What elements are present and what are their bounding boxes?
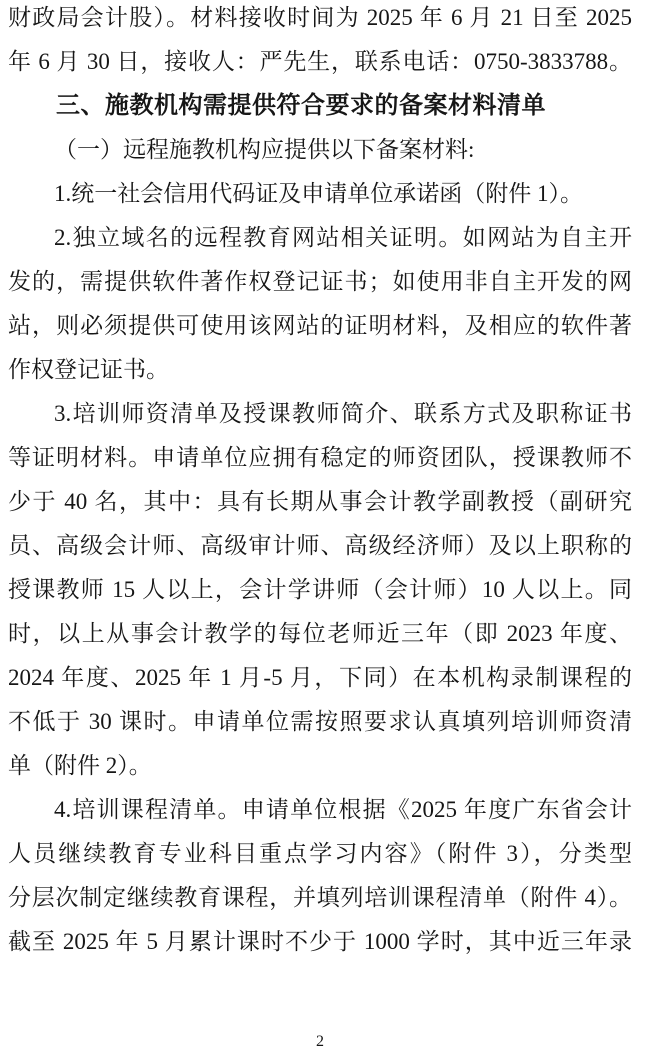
doc-line: 单（附件 2）。 [8,753,152,778]
doc-line: 2.独立域名的远程教育网站相关证明。如网站为自主开 [54,225,632,250]
sub-heading: （一）远程施教机构应提供以下备案材料: [54,137,475,162]
doc-line: 4.培训课程清单。申请单位根据《2025 年度广东省会计 [54,797,632,822]
doc-line: 不低于 30 课时。申请单位需按照要求认真填列培训师资清 [8,709,632,734]
doc-line: 3.培训师资清单及授课教师简介、联系方式及职称证书 [54,401,632,426]
doc-line: 分层次制定继续教育课程，并填列培训课程清单（附件 4）。 [8,885,632,910]
doc-line: 员、高级会计师、高级审计师、高级经济师）及以上职称的 [8,533,632,558]
doc-line: 等证明材料。申请单位应拥有稳定的师资团队，授课教师不 [8,445,632,470]
doc-line: 1.统一社会信用代码证及申请单位承诺函（附件 1）。 [54,181,583,206]
doc-line: 年 6 月 30 日，接收人：严先生，联系电话：0750-3833788。 [8,49,632,74]
doc-line: 站，则必须提供可使用该网站的证明材料，及相应的软件著 [8,313,632,338]
doc-line: 截至 2025 年 5 月累计课时不少于 1000 学时，其中近三年录 [8,929,632,954]
doc-line: 2024 年度、2025 年 1 月-5 月，下同）在本机构录制课程的 [8,665,632,690]
page-number: 2 [316,1033,324,1050]
doc-line: 作权登记证书。 [8,357,169,382]
doc-line: 财政局会计股）。材料接收时间为 2025 年 6 月 21 日至 2025 [8,5,632,30]
doc-line: 发的，需提供软件著作权登记证书；如使用非自主开发的网 [8,269,632,294]
section-heading: 三、施教机构需提供符合要求的备案材料清单 [56,92,546,119]
doc-line: 时，以上从事会计教学的每位老师近三年（即 2023 年度、 [8,621,632,646]
doc-line: 授课教师 15 人以上，会计学讲师（会计师）10 人以上。同 [8,577,632,602]
document-body [8,0,632,964]
doc-line: 人员继续教育专业科目重点学习内容》（附件 3），分类型 [8,841,632,866]
doc-line: 少于 40 名，其中：具有长期从事会计教学副教授（副研究 [8,489,632,514]
